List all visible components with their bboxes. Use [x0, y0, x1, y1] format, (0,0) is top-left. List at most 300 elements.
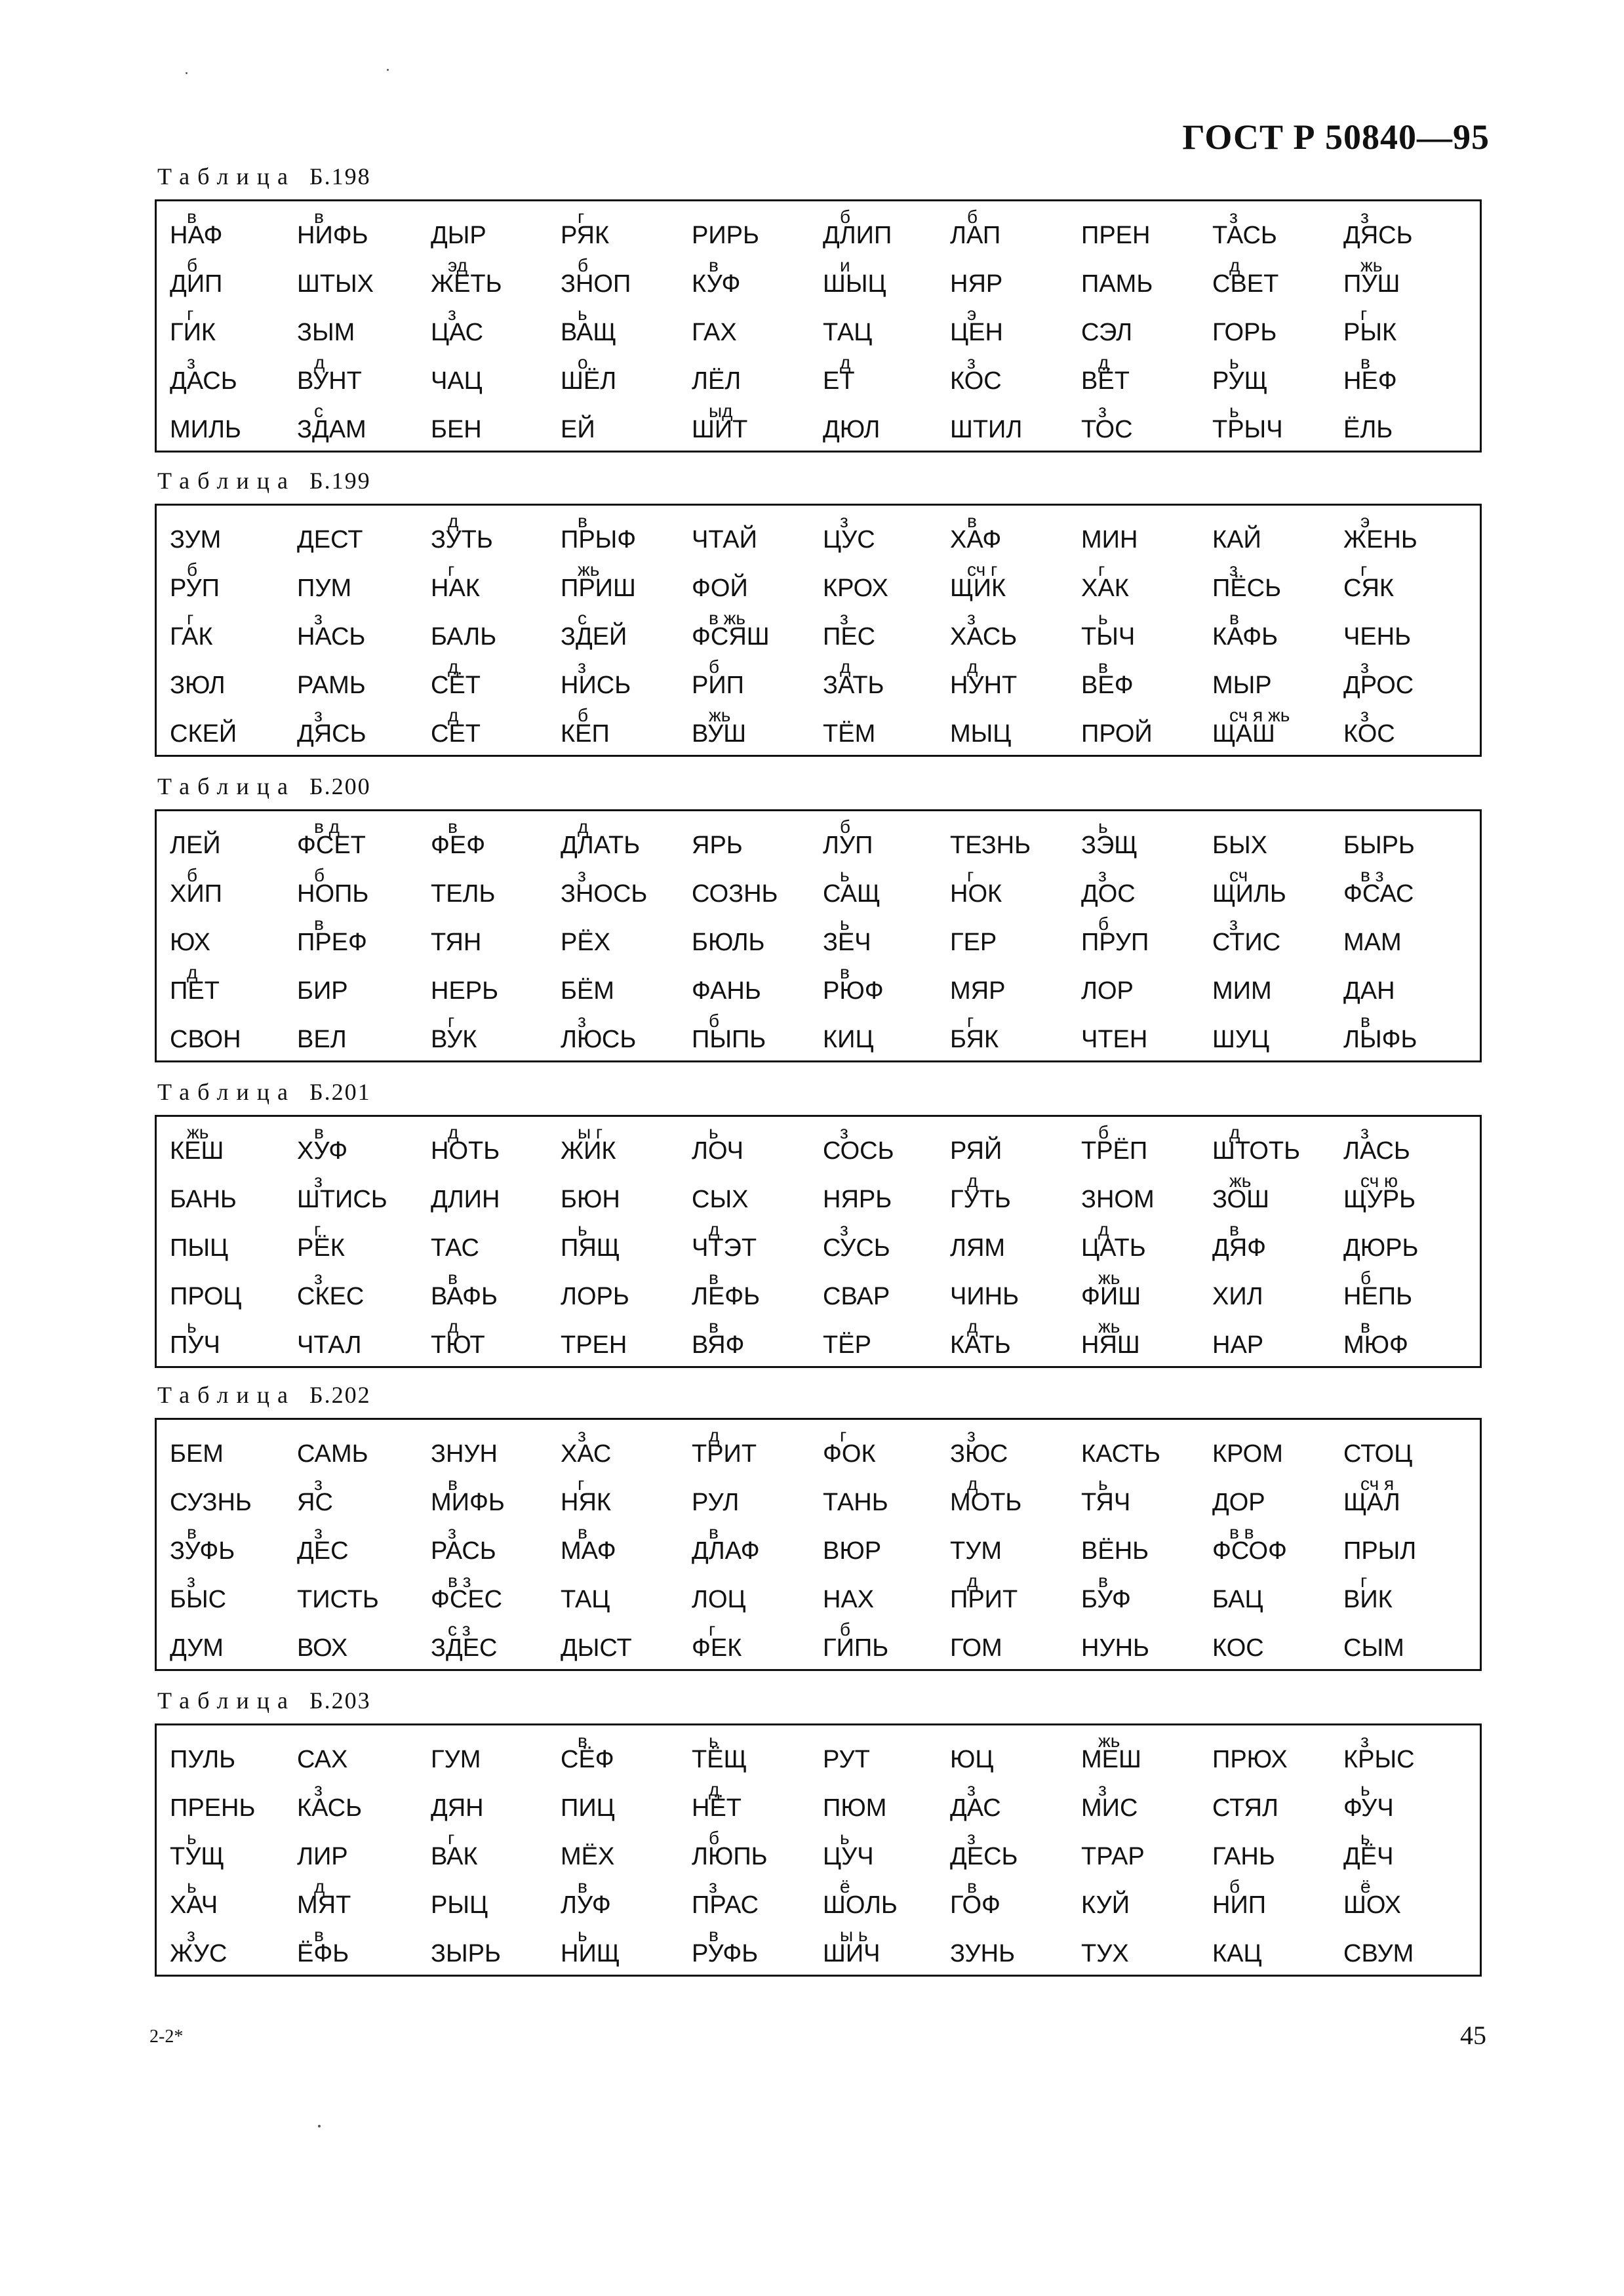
phoneme-mark: б — [840, 207, 851, 227]
phoneme-mark: г — [840, 1425, 847, 1445]
word-cell — [431, 1315, 562, 1363]
table-row — [157, 254, 1480, 302]
word-text: ТРЫЧ — [1212, 416, 1283, 443]
phoneme-mark: з — [709, 1876, 717, 1897]
word-cell — [950, 607, 1081, 655]
phoneme-mark: д — [967, 1474, 978, 1494]
table-row — [157, 1121, 1480, 1169]
phoneme-mark: ь — [187, 1876, 197, 1897]
word-cell — [692, 1315, 823, 1363]
word-cell — [170, 1266, 301, 1315]
phoneme-mark: д — [967, 656, 978, 677]
word-cell — [1343, 864, 1475, 912]
word-text: ПРЮХ — [1212, 1746, 1288, 1773]
word-cell — [823, 1729, 954, 1778]
phoneme-mark: з — [187, 1925, 195, 1945]
word-cell — [950, 254, 1081, 302]
word-text: ПЫЦ — [170, 1234, 229, 1262]
word-cell — [692, 1826, 823, 1875]
word-text: ЮХ — [170, 929, 211, 956]
word-text: БЕН — [431, 416, 482, 443]
word-text: ПРИШ — [561, 574, 636, 602]
word-text: ШЫЦ — [823, 270, 886, 298]
phoneme-mark: жь — [578, 559, 600, 580]
word-cell — [823, 254, 954, 302]
phoneme-mark: д — [1098, 352, 1109, 373]
word-cell — [431, 607, 562, 655]
word-text: НИФЬ — [297, 222, 368, 249]
word-cell — [297, 655, 428, 704]
phoneme-mark: в в — [1229, 1522, 1254, 1542]
word-text: САЩ — [823, 880, 881, 908]
phoneme-mark: з — [314, 1268, 323, 1288]
word-cell — [170, 1778, 301, 1826]
word-cell — [692, 1424, 823, 1472]
word-text: ПАМЬ — [1081, 270, 1153, 298]
phoneme-mark: ь — [709, 1122, 719, 1142]
word-cell — [170, 912, 301, 961]
phoneme-mark: з — [314, 1171, 323, 1191]
word-cell — [170, 1121, 301, 1169]
phoneme-mark: з — [1360, 705, 1369, 725]
scan-speck — [387, 69, 389, 71]
table-title — [157, 1687, 371, 1714]
word-cell — [170, 510, 301, 558]
phoneme-mark: в — [314, 1925, 324, 1945]
word-cell — [561, 1315, 692, 1363]
phoneme-mark: с — [314, 401, 323, 421]
word-text: ХАСЬ — [950, 623, 1018, 651]
word-cell — [823, 655, 954, 704]
word-text: ГОФ — [950, 1891, 1000, 1919]
word-cell — [692, 655, 823, 704]
word-text: ЯРЬ — [692, 832, 743, 859]
word-text: НЕПЬ — [1343, 1283, 1413, 1310]
word-cell — [692, 254, 823, 302]
word-cell — [1081, 1778, 1212, 1826]
word-text: ДЫР — [431, 222, 486, 249]
word-text: ГУМ — [431, 1746, 481, 1773]
phoneme-mark: з — [187, 1571, 195, 1591]
word-cell — [431, 1875, 562, 1923]
word-cell — [431, 205, 562, 254]
word-text: ТЫЧ — [1081, 623, 1136, 651]
word-text: МАМ — [1343, 929, 1402, 956]
phoneme-mark: б — [314, 865, 325, 885]
table-row — [157, 1266, 1480, 1315]
word-text: МЮФ — [1343, 1331, 1408, 1359]
table-row — [157, 1569, 1480, 1618]
word-cell — [950, 1315, 1081, 1363]
word-text: ТУЩ — [170, 1843, 224, 1870]
word-cell — [561, 1778, 692, 1826]
phoneme-mark: ь — [840, 914, 850, 934]
word-cell — [561, 912, 692, 961]
word-text: ФУЧ — [1343, 1794, 1394, 1822]
phoneme-mark: б — [840, 816, 851, 837]
word-cell — [1081, 912, 1212, 961]
word-text: РАМЬ — [297, 672, 366, 699]
table-row — [157, 302, 1480, 351]
word-cell — [1212, 1923, 1343, 1972]
word-cell — [1081, 1729, 1212, 1778]
word-cell — [692, 1009, 823, 1058]
word-text: СТОЦ — [1343, 1440, 1413, 1468]
word-cell — [1212, 1778, 1343, 1826]
phoneme-mark: в — [448, 816, 458, 837]
word-text: ДЯСЬ — [297, 720, 366, 748]
word-cell — [1343, 704, 1475, 752]
word-cell — [1343, 399, 1475, 448]
word-cell — [297, 1472, 428, 1521]
word-text: ТРИТ — [692, 1440, 757, 1468]
word-text: ХАС — [561, 1440, 612, 1468]
word-cell — [950, 351, 1081, 399]
word-cell — [1212, 1521, 1343, 1569]
word-text: ДИП — [170, 270, 223, 298]
word-cell — [1212, 1266, 1343, 1315]
word-cell — [692, 1218, 823, 1266]
word-cell — [561, 655, 692, 704]
word-cell — [561, 558, 692, 607]
word-text: ТИСТЬ — [297, 1586, 379, 1613]
word-text: СЁТ — [431, 672, 481, 699]
word-text: ЦАС — [431, 319, 484, 346]
word-cell — [1343, 1729, 1475, 1778]
word-text: ТУХ — [1081, 1940, 1129, 1967]
word-cell — [692, 1618, 823, 1666]
phoneme-mark: г — [448, 1011, 455, 1031]
word-text: МАФ — [561, 1537, 616, 1565]
phoneme-mark: з — [967, 1779, 976, 1800]
phoneme-mark: д — [840, 352, 851, 373]
word-text: ЛОЧ — [692, 1137, 743, 1165]
word-cell — [561, 302, 692, 351]
table-row — [157, 864, 1480, 912]
word-text: ЕЙ — [561, 416, 595, 443]
word-cell — [823, 351, 954, 399]
word-text: ТЁР — [823, 1331, 871, 1359]
word-cell — [1343, 1009, 1475, 1058]
word-cell — [561, 1875, 692, 1923]
word-text: СВУМ — [1343, 1940, 1414, 1967]
phoneme-mark: в — [448, 1268, 458, 1288]
phoneme-mark: в — [1098, 656, 1108, 677]
word-cell — [297, 815, 428, 864]
word-cell — [1212, 399, 1343, 448]
word-text: ЧТАЛ — [297, 1331, 362, 1359]
table-row — [157, 655, 1480, 704]
word-cell — [950, 961, 1081, 1009]
word-text: РУЩ — [1212, 367, 1268, 395]
word-cell — [561, 1169, 692, 1218]
table-number: Б.201 — [309, 1079, 371, 1105]
word-cell — [1081, 558, 1212, 607]
phoneme-mark: д — [1229, 255, 1240, 275]
phoneme-mark: сч г — [967, 559, 998, 580]
word-cell — [297, 558, 428, 607]
word-cell — [950, 1729, 1081, 1778]
phoneme-mark: в — [1360, 1011, 1370, 1031]
word-cell — [1081, 815, 1212, 864]
word-text: БИР — [297, 977, 348, 1005]
word-text: МОТЬ — [950, 1489, 1022, 1516]
word-text: БАЦ — [1212, 1586, 1263, 1613]
word-cell — [561, 1218, 692, 1266]
word-cell — [170, 1009, 301, 1058]
table-row — [157, 1618, 1480, 1666]
word-text: ШТОТЬ — [1212, 1137, 1301, 1165]
phoneme-mark: сч я жь — [1229, 705, 1290, 725]
phoneme-mark: д — [578, 816, 589, 837]
word-cell — [170, 704, 301, 752]
word-text: ПРАС — [692, 1891, 759, 1919]
word-text: ЗУФЬ — [170, 1537, 235, 1565]
word-cell — [1081, 961, 1212, 1009]
word-cell — [297, 1169, 428, 1218]
word-text: ВЕЛ — [297, 1026, 347, 1053]
word-cell — [1343, 1169, 1475, 1218]
word-text: ЛЕЙ — [170, 832, 221, 859]
word-cell — [297, 254, 428, 302]
word-cell — [1343, 1569, 1475, 1618]
word-cell — [1081, 1521, 1212, 1569]
phoneme-mark: г — [448, 1828, 455, 1848]
phoneme-mark: ь — [840, 865, 850, 885]
word-cell — [823, 399, 954, 448]
word-text: ДЛАТЬ — [561, 832, 641, 859]
word-text: СУЗНЬ — [170, 1489, 252, 1516]
word-cell — [297, 1424, 428, 1472]
word-text: МИМ — [1212, 977, 1272, 1005]
phoneme-mark: в — [1229, 608, 1239, 628]
word-cell — [823, 961, 954, 1009]
phoneme-mark: г — [1360, 559, 1368, 580]
word-text: ФОК — [823, 1440, 876, 1468]
word-cell — [1212, 510, 1343, 558]
word-text: БЫХ — [1212, 832, 1267, 859]
word-text: БЫРЬ — [1343, 832, 1415, 859]
phoneme-mark: д — [448, 511, 459, 531]
word-text: ПЮМ — [823, 1794, 887, 1822]
phoneme-mark: и — [840, 255, 850, 275]
word-text: ЛУФ — [561, 1891, 611, 1919]
word-text: ВУШ — [692, 720, 747, 748]
word-cell — [561, 254, 692, 302]
word-cell — [170, 1923, 301, 1972]
word-cell — [1212, 1729, 1343, 1778]
word-cell — [1343, 655, 1475, 704]
word-text: ЛЕФЬ — [692, 1283, 761, 1310]
word-cell — [561, 205, 692, 254]
phoneme-mark: з — [967, 1425, 976, 1445]
word-text: ГОРЬ — [1212, 319, 1277, 346]
word-text: ШТЫХ — [297, 270, 374, 298]
word-cell — [692, 1169, 823, 1218]
word-cell — [170, 1729, 301, 1778]
word-cell — [1212, 655, 1343, 704]
word-text: ЧТЕН — [1081, 1026, 1148, 1053]
word-cell — [1343, 1266, 1475, 1315]
word-cell — [1081, 1826, 1212, 1875]
phoneme-mark: д — [1098, 1219, 1109, 1239]
phoneme-mark: ь — [578, 1925, 587, 1945]
word-cell — [1212, 1472, 1343, 1521]
word-cell — [1343, 558, 1475, 607]
word-text: ФЕФ — [431, 832, 486, 859]
word-text: ГАНЬ — [1212, 1843, 1275, 1870]
word-cell — [823, 510, 954, 558]
word-text: РУФЬ — [692, 1940, 759, 1967]
word-text: ЁФЬ — [297, 1940, 349, 1967]
phoneme-mark: ё — [1360, 1876, 1371, 1897]
word-text: РАСЬ — [431, 1537, 496, 1565]
word-cell — [431, 254, 562, 302]
word-cell — [950, 655, 1081, 704]
phoneme-mark: жь — [1098, 1731, 1120, 1751]
word-cell — [170, 864, 301, 912]
word-text: ГИК — [170, 319, 216, 346]
phoneme-mark: д — [709, 1219, 720, 1239]
word-cell — [823, 1121, 954, 1169]
word-cell — [1343, 1424, 1475, 1472]
word-cell — [431, 1618, 562, 1666]
word-cell — [431, 655, 562, 704]
word-text: ЗУМ — [170, 526, 222, 554]
word-cell — [431, 1218, 562, 1266]
word-text: РЮФ — [823, 977, 884, 1005]
phoneme-mark: в — [1360, 1316, 1370, 1337]
word-cell — [692, 1875, 823, 1923]
word-text: ЁЛЬ — [1343, 416, 1393, 443]
word-text: НЕРЬ — [431, 977, 499, 1005]
word-text: ШТИЛ — [950, 416, 1023, 443]
word-cell — [1212, 302, 1343, 351]
phoneme-mark: жь — [1098, 1268, 1120, 1288]
phoneme-mark: в — [967, 511, 977, 531]
table-row — [157, 704, 1480, 752]
word-cell — [561, 1266, 692, 1315]
word-cell — [1212, 205, 1343, 254]
word-text: ДЛАФ — [692, 1537, 760, 1565]
word-cell — [1081, 864, 1212, 912]
word-text: МЯТ — [297, 1891, 351, 1919]
word-cell — [431, 912, 562, 961]
word-text: ФСЕС — [431, 1586, 503, 1613]
table-label: Таблица — [157, 1382, 309, 1408]
word-text: ПЫПЬ — [692, 1026, 766, 1053]
phoneme-mark: в — [578, 1731, 587, 1751]
word-text: ГОМ — [950, 1634, 1002, 1662]
table-number: Б.198 — [309, 163, 371, 190]
phoneme-mark: д — [709, 1425, 720, 1445]
word-text: ЦАТЬ — [1081, 1234, 1146, 1262]
word-cell — [1343, 961, 1475, 1009]
phoneme-mark: г — [709, 1619, 716, 1640]
word-cell — [1343, 254, 1475, 302]
word-cell — [170, 1472, 301, 1521]
word-text: СВОН — [170, 1026, 241, 1053]
word-text: ЗЮЛ — [170, 672, 226, 699]
phoneme-mark: ы г — [578, 1122, 603, 1142]
table-title — [157, 1078, 371, 1106]
word-cell — [561, 864, 692, 912]
word-text: КАЙ — [1212, 526, 1261, 554]
word-cell — [1081, 1169, 1212, 1218]
word-text: ПРОЙ — [1081, 720, 1153, 748]
word-text: ПЕС — [823, 623, 876, 651]
word-text: РУТ — [823, 1746, 870, 1773]
word-text: НОТЬ — [431, 1137, 500, 1165]
phoneme-mark: г — [578, 207, 585, 227]
phoneme-mark: в з — [448, 1571, 471, 1591]
word-text: ЛЮСЬ — [561, 1026, 637, 1053]
word-text: СОСЬ — [823, 1137, 894, 1165]
phoneme-mark: э — [967, 304, 977, 324]
word-text: МЕШ — [1081, 1746, 1141, 1773]
word-cell — [431, 1923, 562, 1972]
word-cell — [1081, 655, 1212, 704]
word-text: ДАСЬ — [170, 367, 237, 395]
word-cell — [950, 1569, 1081, 1618]
word-cell — [431, 351, 562, 399]
word-text: ТРЕН — [561, 1331, 627, 1359]
phoneme-mark: з — [578, 1425, 586, 1445]
word-text: ТЕЗНЬ — [950, 832, 1031, 859]
phoneme-mark: с — [578, 608, 587, 628]
word-text: КАТЬ — [950, 1331, 1011, 1359]
word-cell — [297, 1315, 428, 1363]
word-text: КИЦ — [823, 1026, 874, 1053]
table-row — [157, 1472, 1480, 1521]
table-row — [157, 205, 1480, 254]
word-cell — [1343, 1826, 1475, 1875]
word-text: ДЛИН — [431, 1186, 500, 1213]
word-table — [155, 199, 1482, 453]
word-text: ФСАС — [1343, 880, 1414, 908]
word-text: ФАНЬ — [692, 977, 761, 1005]
table-number: Б.202 — [309, 1382, 371, 1408]
word-text: НАФ — [170, 222, 223, 249]
word-text: ЗУТЬ — [431, 526, 493, 554]
word-text: СВЕТ — [1212, 270, 1279, 298]
word-cell — [1343, 1778, 1475, 1826]
word-text: ПИЦ — [561, 1794, 615, 1822]
phoneme-mark: ь — [187, 1828, 197, 1848]
word-cell — [1212, 815, 1343, 864]
word-text: КРОМ — [1212, 1440, 1283, 1468]
phoneme-mark: ь — [578, 304, 587, 324]
phoneme-mark: с з — [448, 1619, 471, 1640]
phoneme-mark: з — [1098, 1779, 1107, 1800]
phoneme-mark: д — [967, 1316, 978, 1337]
phoneme-mark: з — [578, 656, 586, 677]
word-cell — [1212, 1569, 1343, 1618]
word-cell — [1212, 1826, 1343, 1875]
word-text: ПРУП — [1081, 929, 1149, 956]
word-cell — [297, 205, 428, 254]
phoneme-mark: д — [187, 962, 198, 982]
word-text: НАК — [431, 574, 480, 602]
word-cell — [823, 302, 954, 351]
word-text: КОС — [1343, 720, 1395, 748]
word-text: РЁК — [297, 1234, 345, 1262]
word-text: ЗЫРЬ — [431, 1940, 501, 1967]
word-text: ГУТЬ — [950, 1186, 1011, 1213]
phoneme-mark: з — [840, 1219, 848, 1239]
word-text: НИЩ — [561, 1940, 620, 1967]
word-text: КУЙ — [1081, 1891, 1130, 1919]
